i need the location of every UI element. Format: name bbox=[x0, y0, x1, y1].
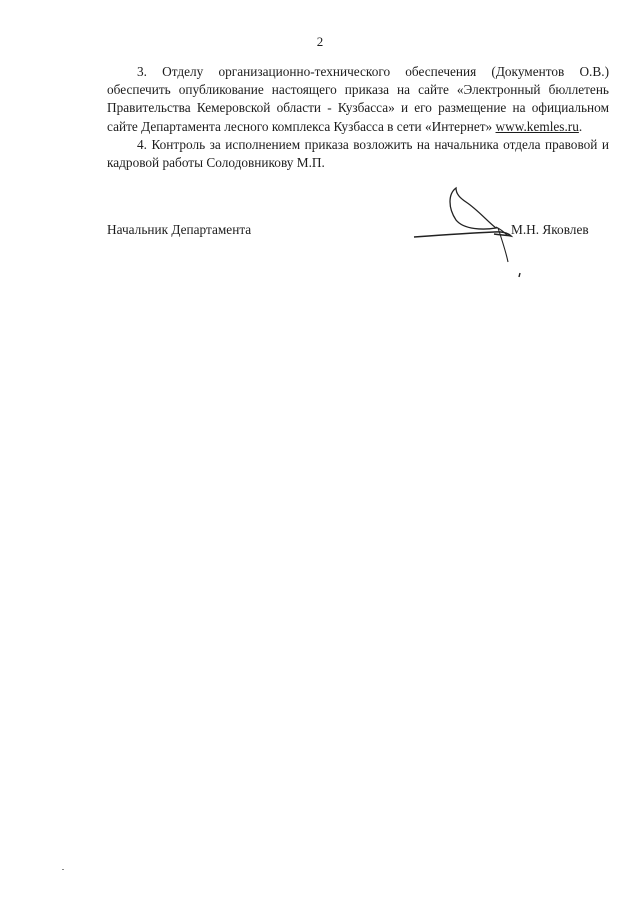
website-link[interactable]: www.kemles.ru bbox=[495, 118, 579, 134]
document-body bbox=[107, 63, 609, 172]
paragraph-3-end: . bbox=[578, 118, 583, 134]
signatory-position: Начальник Департамента bbox=[107, 222, 252, 237]
scan-artifact bbox=[62, 869, 64, 870]
paragraph-3-text: 3. Отделу организационно-технического обеспечения (Документов О.В.) обеспечить опубликование настоящего приказа на сайте «Электронный бюллетень Правительства Кемеровской области - Кузбасса» и его размещение на официальном сайте Департамента лесного комплекса Кузбасса в сети «Интернет» bbox=[107, 64, 609, 134]
paragraph-3 bbox=[107, 63, 609, 136]
signatory-name: М.Н. Яковлев bbox=[511, 222, 589, 237]
page-number: 2 bbox=[316, 34, 324, 49]
paragraph-4: 4. Контроль за исполнением приказа возложить на начальника отдела правовой и кадровой работы Солодовникову М.П. bbox=[107, 136, 609, 171]
